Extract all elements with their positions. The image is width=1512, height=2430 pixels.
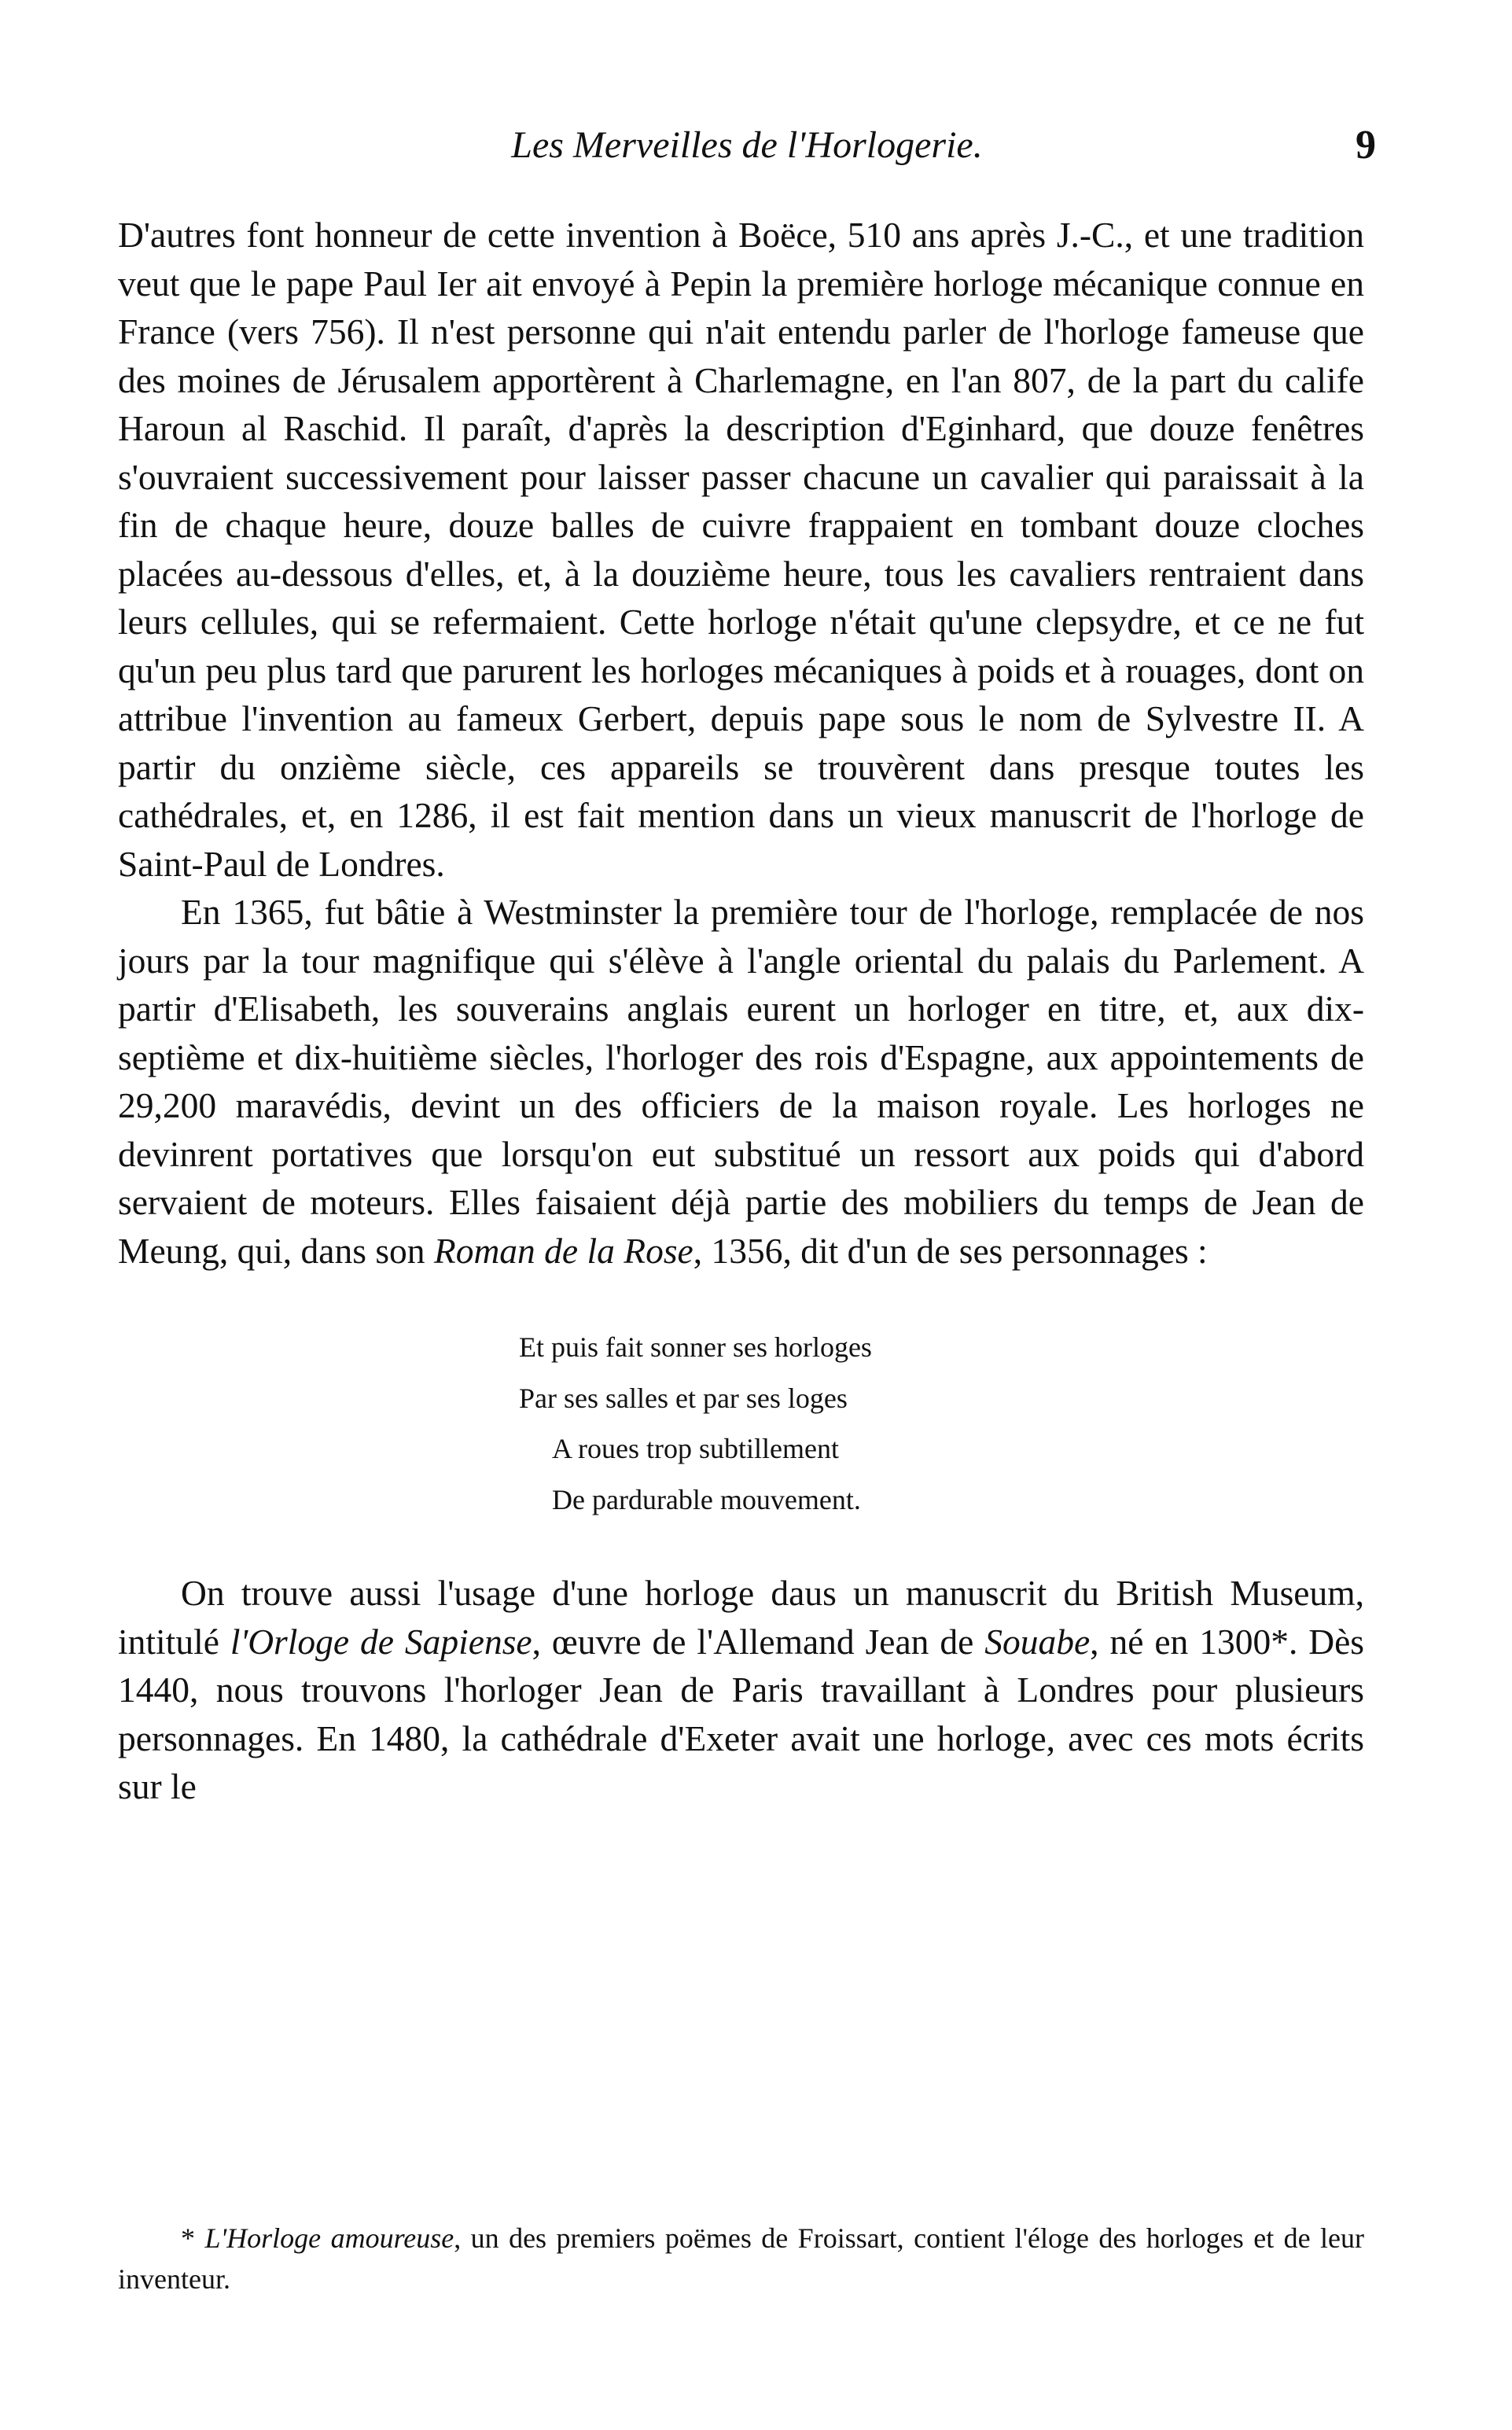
paragraph-3 [118, 1569, 1364, 1811]
verse-quotation [118, 1322, 1364, 1525]
verse-line: Par ses salles et par ses loges [519, 1382, 848, 1414]
paragraph-1: D'autres font honneur de cette invention à Boëce, 510 ans après J.-C., et une tradition veut que le pape Paul Ier ait envoyé à Pepin la première horloge mécanique connue en France (vers 756). Il n'est personne qui n'ait entendu parler de l'horloge fameuse que des moines de Jérusalem apportèrent à Charlemagne, en l'an 807, de la part du calife Haroun al Raschid. Il paraît, d'après la description d'Eginhard, que douze fenêtres s'ouvraient successivement pour laisser passer chacune un cavalier qui paraissait à la fin de chaque heure, douze balles de cuivre frappaient en tombant douze cloches placées au-dessous d'elles, et, à la douzième heure, tous les cavaliers rentraient dans leurs cellules, qui se refermaient. Cette horloge n'était qu'une clepsydre, et ce ne fut qu'un peu plus tard que parurent les horloges mécaniques à poids et à rouages, dont on attribue l'invention au fameux Gerbert, depuis pape sous le nom de Sylvestre II. A partir du onzième siècle, ces appareils se trouvèrent dans presque toutes les cathédrales, et, en 1286, il est fait mention dans un vieux manuscrit de l'horloge de Saint-Paul de Londres. [118, 215, 1364, 884]
paragraph-3-text: On trouve aussi l'usage d'une horloge daus un manuscrit du British Museum, intitulé [118, 1573, 1364, 1662]
running-title: Les Merveilles de l'Horlogerie. [511, 124, 983, 166]
verse-line: A roues trop subtillement [552, 1433, 839, 1464]
paragraph-2-text-end: , 1356, dit d'un de ses personnages : [693, 1230, 1208, 1271]
footnote-italic-title: L'Horloge amoureuse [204, 2222, 454, 2254]
main-text [118, 211, 1364, 1811]
verse-line: De pardurable mouvement. [552, 1483, 861, 1515]
footnote-text: , un des premiers poëmes de Froissart, contient l'éloge des horloges et de leur inventeur. [118, 2222, 1364, 2295]
page-header [118, 118, 1376, 173]
page-number: 9 [1356, 123, 1376, 168]
paragraph-3-italic-1: l'Orloge de Sapiense [230, 1621, 532, 1662]
paragraph-2-text: En 1365, fut bâtie à Westminster la première tour de l'horloge, remplacée de nos jours par la tour magnifique qui s'élève à l'angle oriental du palais du Parlement. A partir d'Elisabeth, les souverains anglais eurent un horloger en titre, et, aux dix-septième et dix-huitième siècles, l'horloger des rois d'Espagne, aux appointements de 29,200 maravédis, devint un des officiers de la maison royale. Les horloges ne devinrent portatives que lorsqu'on eut substitué un ressort aux poids qui d'abord servaient de moteurs. Elles faisaient déjà partie des mobiliers du temps de Jean de Meung, qui, dans son [118, 892, 1364, 1271]
paragraph-2 [118, 888, 1364, 1275]
verse-line: Et puis fait sonner ses horloges [519, 1331, 872, 1363]
paragraph-2-italic-title: Roman de la Rose [433, 1230, 693, 1271]
footnote [118, 2218, 1364, 2299]
footnote-marker: * [181, 2222, 195, 2254]
paragraph-3-italic-2: Souabe [984, 1621, 1091, 1662]
paragraph-3-text-3: , né en 1300*. Dès 1440, nous trouvons l'horloger Jean de Paris travaillant à Londres pour plusieurs personnages. En 1480, la cathédrale d'Exeter avait une horloge, avec ces mots écrits sur le [118, 1621, 1364, 1806]
paragraph-3-text-2: , œuvre de l'Allemand Jean de [532, 1621, 985, 1662]
